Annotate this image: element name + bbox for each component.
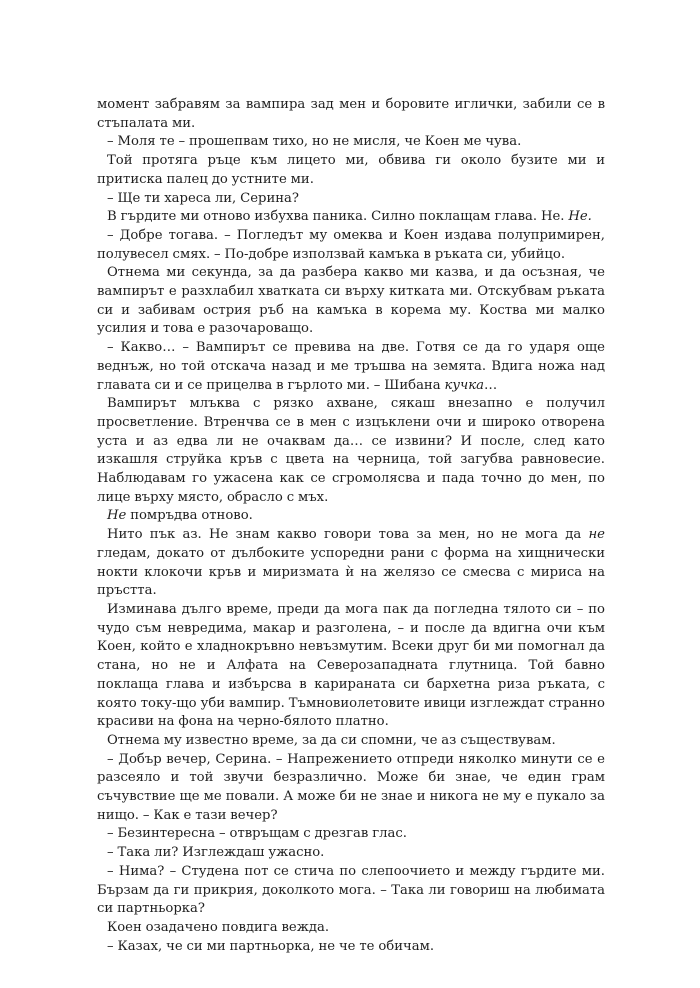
paragraph xyxy=(97,938,605,957)
text-run: – Безинтересна – отвръщам с дрезгав глас. xyxy=(107,826,407,842)
paragraph xyxy=(97,152,605,189)
text-run: гледам, докато от дълбоките успоредни рани с форма на хищнически нокти клокочи кръв и миризмата ѝ на желязо се смесва с мириса на пръстта. xyxy=(97,545,605,599)
paragraph xyxy=(97,133,605,152)
paragraph xyxy=(97,190,605,209)
text-run: – Моля те – прошепвам тихо, но не мисля, че Коен ме чува. xyxy=(107,134,522,150)
paragraph xyxy=(97,732,605,751)
paragraph xyxy=(97,96,605,133)
italic-text: кучка xyxy=(444,377,484,393)
paragraph xyxy=(97,825,605,844)
paragraph xyxy=(97,919,605,938)
paragraph xyxy=(97,844,605,863)
text-run: – Добре тогава. – Погледът му омеква и Коен издава полупримирен, полувесел смях. – По-добре използвай камъка в ръката си, убийцо. xyxy=(97,227,605,262)
paragraph xyxy=(97,208,605,227)
text-run: Отнема му известно време, за да си спомни, че аз съществувам. xyxy=(107,732,556,748)
text-run: – Така ли? Изглеждаш ужасно. xyxy=(107,845,325,861)
text-run: … xyxy=(483,377,498,393)
paragraph xyxy=(97,601,605,732)
paragraph xyxy=(97,395,605,507)
paragraph xyxy=(97,751,605,826)
text-run: Вампирът млъква с рязко ахване, сякаш внезапно е получил просветление. Втренчва се в мен с изцъклени очи и широко отворена уста и аз едва ли не очаквам да… се извини? И после, след като изкашля струйка кръв с цвета на черница, той загубва равновесие. Наблюдавам го ужасена как се сгромолясва и пада точно до мен, по лице върху място, обрасло с мъх. xyxy=(97,396,605,505)
text-run: Той протяга ръце към лицето ми, обвива ги около бузите ми и притиска палец до устните ми. xyxy=(97,153,605,187)
text-run: Отнема ми секунда, за да разбера какво ми казва, и да осъзная, че вампирът е разхлабил хватката си върху китката ми. Отскубвам ръката си и забивам острия ръб на камъка в корема му. Коства ми малко усилия и това е разочароващо. xyxy=(97,265,605,337)
text-run: – Ще ти хареса ли, Серина? xyxy=(107,190,299,206)
text-run: Коен озадачено повдига вежда. xyxy=(107,919,330,935)
text-run: – Казах, че си ми партньорка, не че те обичам. xyxy=(107,938,435,954)
text-run: – Нима? – Студена пот се стича по слепоочието и между гърдите ми. Бързам да ги прикрия, доколкото мога. – Така ли говориш на любимата си партньорка? xyxy=(97,863,605,917)
paragraph xyxy=(97,526,605,601)
italic-text: Не xyxy=(107,508,127,524)
paragraph xyxy=(97,507,605,526)
book-page-text xyxy=(97,96,605,956)
text-run: – Какво… – Вампирът се превива на две. Готвя се да го ударя още веднъж, но той отскача назад и ме тръшва на земята. Вдига ножа над главата си и се прицелва в гърлото ми. – Шибана xyxy=(97,340,605,393)
paragraph xyxy=(97,863,605,919)
paragraph xyxy=(97,339,605,395)
text-run: Изминава дълго време, преди да мога пак да погледна тялото си – по чудо съм невредима, макар и разголена, – и после да вдигна очи към Коен, който е хладнокръвно невъзмутим. Всеки друг би ми помогнал да стана, но не и Алфата на Северозападната глутница. Той бавно поклаща глава и избърсва в карираната си бархетна риза ръката, с която току-що уби вампир. Тъмновиолетовите ивици изглеждат странно красиви на фона на черно-бялото платно. xyxy=(97,601,605,730)
text-run: помръдва отново. xyxy=(126,508,253,524)
italic-text: Не. xyxy=(568,209,592,225)
text-run: – Добър вечер, Серина. – Напрежението отпреди няколко минути се е разсеяло и той звучи безразлично. Може би знае, че един грам съчувствие ще ме повали. А може би не знае и никога не му е пукало за нищо. – Как е тази вечер? xyxy=(97,751,605,823)
italic-text: не xyxy=(588,527,605,543)
text-run: момент забравям за вампира зад мен и боровите иглички, забили се в стъпалата ми. xyxy=(97,97,605,131)
text-run: Нито пък аз. Не знам какво говори това за мен, но не мога да xyxy=(107,527,589,543)
paragraph xyxy=(97,264,605,339)
text-run: В гърдите ми отново избухва паника. Силно поклащам глава. Не. xyxy=(107,209,569,225)
paragraph xyxy=(97,227,605,264)
